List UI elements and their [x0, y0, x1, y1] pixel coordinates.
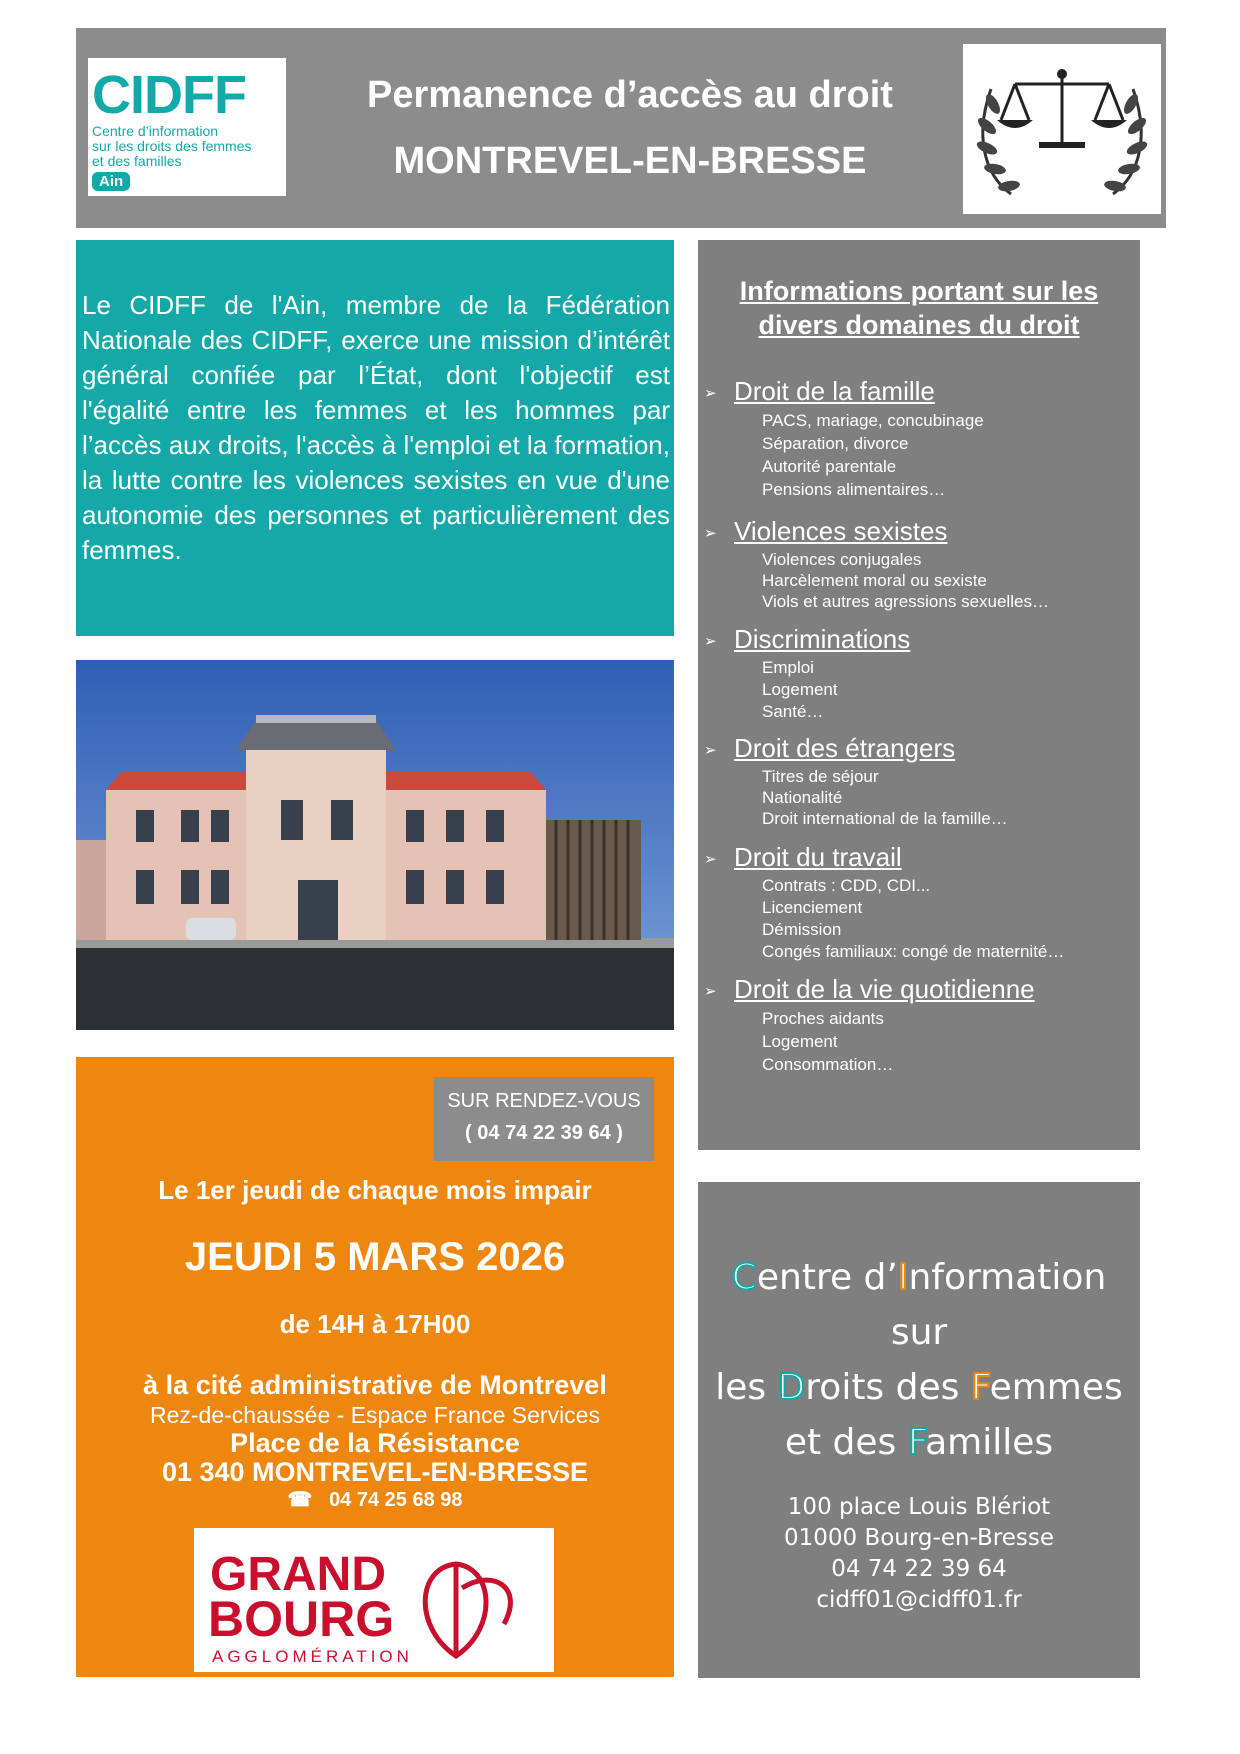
legal-domains-title: Informations portant sur les divers domaines du droit: [739, 276, 1099, 340]
address-heading-line4: et des Familles: [784, 1422, 1054, 1463]
event-floor: Rez-de-chaussée - Espace France Services: [150, 1402, 600, 1428]
arrow-bullet-icon: ➢: [704, 851, 717, 868]
address-street: 100 place Louis Blériot: [787, 1494, 1051, 1520]
legal-domains-panel: [698, 240, 1140, 1150]
event-phone-number[interactable]: 04 74 25 68 98: [329, 1489, 463, 1511]
cidff-wordmark: CIDFF: [92, 65, 246, 125]
event-square: Place de la Résistance: [230, 1428, 520, 1458]
event-schedule: Le 1er jeudi de chaque mois impair: [158, 1175, 592, 1205]
grand-bourg-logo: [194, 1528, 554, 1672]
page-title-line2: MONTREVEL-EN-BRESSE: [393, 140, 867, 182]
scales-of-justice-icon: [963, 44, 1161, 214]
arrow-bullet-icon: ➢: [704, 525, 717, 542]
domain-items: Proches aidants Logement Consommation…: [762, 1009, 894, 1074]
address-email[interactable]: cidff01@cidff01.fr: [816, 1587, 1022, 1613]
domain-items: Contrats : CDD, CDI... Licenciement Démission Congés familiaux: congé de maternité…: [762, 876, 1065, 961]
cidff-address-panel: [698, 1182, 1140, 1678]
domain-title: Droit des étrangers: [734, 733, 956, 763]
address-heading-line1: Centre d’Information: [731, 1257, 1107, 1298]
appointment-box: [434, 1077, 654, 1161]
cidff-logo-badge: Ain: [92, 172, 130, 191]
event-city: 01 340 MONTREVEL-EN-BRESSE: [161, 1457, 589, 1487]
domain-title: Droit de la famille: [734, 376, 935, 406]
address-heading-line3: les Droits des Femmes: [715, 1367, 1123, 1408]
event-place: à la cité administrative de Montrevel: [143, 1370, 607, 1400]
cidff-logo-subtitle: Centre d’information sur les droits des femmes et des familles: [92, 123, 252, 169]
domain-items: Emploi Logement Santé…: [762, 658, 838, 721]
arrow-bullet-icon: ➢: [704, 385, 717, 402]
address-heading-line2: sur: [890, 1312, 948, 1353]
building-photo: [76, 660, 674, 1030]
cidff-logo: [88, 58, 286, 196]
page-title: [300, 62, 960, 194]
grand-bourg-logo-line2: BOURG: [208, 1591, 395, 1647]
event-phone: [76, 1487, 674, 1512]
domain-title: Droit du travail: [734, 842, 902, 872]
appointment-phone[interactable]: ( 04 74 22 39 64 ): [465, 1122, 623, 1144]
domain-title: Droit de la vie quotidienne: [734, 974, 1035, 1004]
domain-items: PACS, mariage, concubinage Séparation, divorce Autorité parentale Pensions alimentaires…: [762, 411, 984, 499]
address-contact: [698, 1492, 1140, 1616]
grand-bourg-logo-line1: GRAND: [210, 1548, 386, 1601]
domain-items: Violences conjugales Harcèlement moral ou sexiste Viols et autres agressions sexuelles…: [762, 550, 1049, 611]
event-date: JEUDI 5 MARS 2026: [184, 1235, 566, 1279]
arrow-bullet-icon: ➢: [704, 633, 717, 650]
arrow-bullet-icon: ➢: [704, 983, 717, 1000]
arrow-bullet-icon: ➢: [704, 742, 717, 759]
event-hours: de 14H à 17H00: [279, 1309, 471, 1339]
intro-text: Le CIDFF de l'Ain, membre de la Fédération Nationale des CIDFF, exerce une mission d’intérêt général confiée par l’État, dont l'objectif est l'égalité entre les femmes et les hommes par l’accès aux droits, l'accès à l'emploi et la formation, la lutte contre les violences sexistes en vue d'une autonomie des personnes et particulièrement des femmes.: [82, 290, 670, 565]
domain-items: Titres de séjour Nationalité Droit international de la famille…: [762, 767, 1008, 828]
appointment-label: SUR RENDEZ-VOUS: [447, 1090, 641, 1112]
phone-icon: ☎: [287, 1489, 313, 1511]
page-title-line1: Permanence d’accès au droit: [367, 74, 893, 116]
domain-title: Violences sexistes: [734, 516, 948, 546]
grand-bourg-logo-line3: AGGLOMÉRATION: [212, 1647, 413, 1666]
address-phone[interactable]: 04 74 22 39 64: [831, 1556, 1007, 1582]
domain-title: Discriminations: [734, 624, 911, 654]
intro-panel: [76, 240, 674, 636]
address-city: 01000 Bourg-en-Bresse: [783, 1525, 1055, 1551]
